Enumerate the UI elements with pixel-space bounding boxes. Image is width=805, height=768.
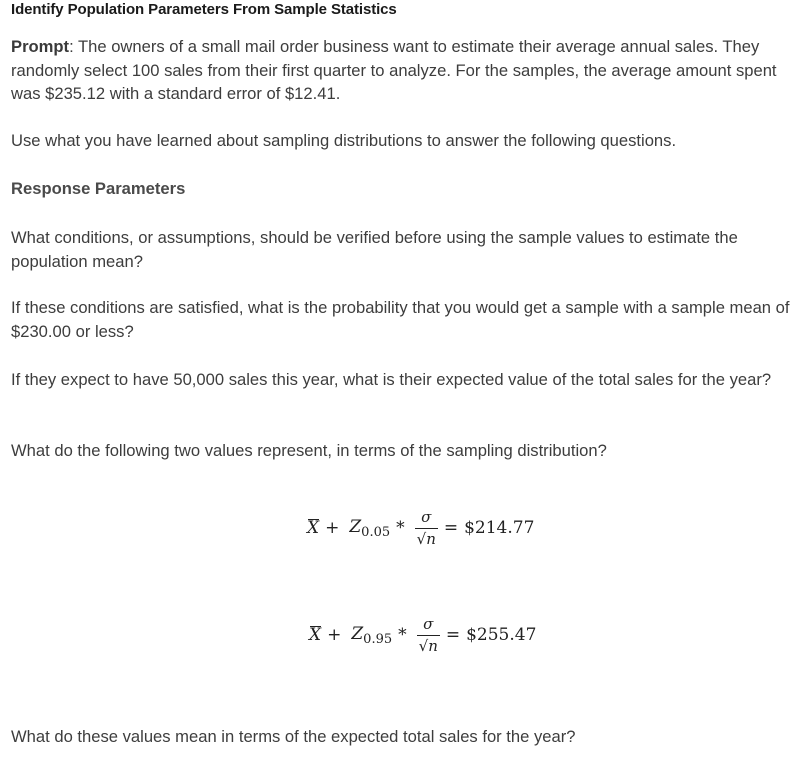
formula-xbar: X (309, 625, 322, 645)
prompt-label: Prompt (11, 37, 70, 56)
formula-times: * (398, 625, 407, 645)
formula-sigma: σ (423, 615, 434, 633)
formula-denominator (417, 635, 440, 655)
formula-denominator (415, 528, 438, 548)
formula-radicand: n (426, 530, 436, 548)
formula-plus: + (325, 518, 340, 538)
formula-radicand: n (428, 637, 438, 655)
instructions-text: Use what you have learned about sampling distributions to answer the following questions. (11, 131, 677, 150)
question-two-values: What do the following two values represent, in terms of the sampling distribution? (11, 441, 607, 460)
response-parameters-heading: Response Parameters (11, 179, 186, 198)
formula-result: $214.77 (464, 518, 535, 538)
formula-fraction (417, 615, 440, 655)
formula-z-subscript: 0.95 (363, 631, 393, 647)
formula-xbar: X (307, 518, 320, 538)
prompt-text: : The owners of a small mail order business want to estimate their average annual sales. They randomly select 100 sales from their first quarter to analyze. For the samples, the average amount spent was $235.12 with a standard error of $12.41. (11, 37, 777, 103)
formula-z (351, 624, 392, 647)
page-title: Identify Population Parameters From Sample Statistics (11, 1, 397, 18)
formula-equals: = (443, 518, 459, 538)
formula-z-letter: Z (349, 516, 362, 537)
formula-result: $255.47 (466, 625, 537, 645)
question-expected-total: If they expect to have 50,000 sales this year, what is their expected value of the total sales for the year? (11, 370, 772, 389)
formula-equals: = (445, 625, 461, 645)
question-probability: If these conditions are satisfied, what is the probability that you would get a sample with a sample mean of $230.00 or less? (11, 298, 790, 341)
prompt-paragraph (11, 35, 801, 106)
formula-fraction (415, 508, 438, 548)
formula-lower-bound (307, 508, 534, 548)
formula-z (349, 517, 390, 540)
formula-z-subscript: 0.05 (361, 524, 391, 540)
formula-upper-bound (309, 615, 536, 655)
formula-plus: + (327, 625, 342, 645)
formula-sigma: σ (421, 508, 432, 526)
formula-times: * (396, 518, 405, 538)
sqrt-icon: √ (416, 530, 427, 548)
formula-z-letter: Z (351, 623, 364, 644)
final-question: What do these values mean in terms of the expected total sales for the year? (11, 727, 576, 746)
question-conditions: What conditions, or assumptions, should be verified before using the sample values to estimate the population mean? (11, 228, 738, 271)
sqrt-icon: √ (418, 637, 429, 655)
